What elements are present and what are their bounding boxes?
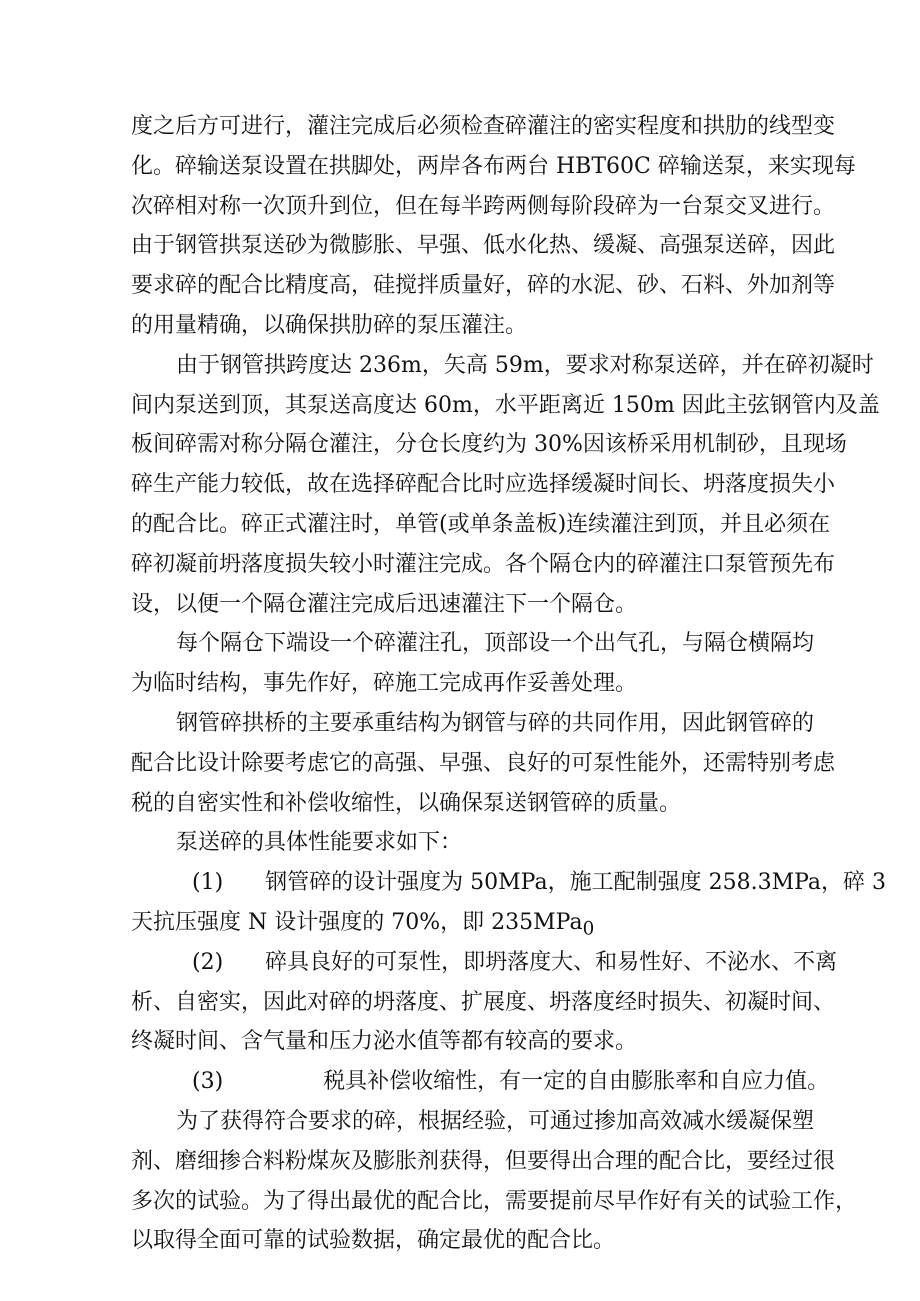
line-text: 多次的试验。为了得出最优的配合比，需要提前尽早作好有关的试验工作， — [131, 1188, 858, 1214]
text-line — [131, 269, 835, 303]
text-line — [131, 229, 835, 263]
line-text: 析、自密实，因此对碎的坍落度、扩展度、坍落度经时损失、初凝时间、 — [131, 989, 836, 1015]
line-text: 的用量精确，以确保拱肋碎的泵压灌注。 — [131, 313, 528, 338]
text-line — [131, 508, 830, 542]
line-text: 钢管碎的设计强度为 50MPa，施工配制强度 258.3MPa，碎 3 — [265, 870, 887, 896]
text-line — [131, 468, 835, 502]
text-line — [131, 428, 847, 462]
line-text: 为临时结构，事先作好，碎施工完成再作妥善处理。 — [131, 671, 638, 697]
text-line — [131, 389, 880, 423]
text-line — [176, 349, 874, 383]
list-marker: (3) — [192, 1069, 224, 1095]
line-text: 次碎相对称一次顶升到位，但在每半跨两侧每阶段碎为一台泵交叉进行。 — [131, 193, 836, 219]
text-line — [131, 986, 835, 1020]
text-line — [176, 826, 462, 860]
line-text: 泵送碎的具体性能要求如下： — [176, 830, 463, 856]
line-text: 板间碎需对称分隔仓灌注，分仓长度约为 30%因该桥采用机制砂，且现场 — [131, 432, 847, 458]
text-line — [131, 588, 637, 622]
text-line — [131, 110, 835, 144]
line-text: 税的自密实性和补偿收缩性，以确保泵送钢管碎的质量。 — [131, 790, 682, 816]
line-text: 税具补偿收缩性，有一定的自由膨胀率和自应力值。 — [323, 1069, 830, 1095]
line-text: 间内泵送到顶，其泵送高度达 60m，水平距离近 150m 因此主弦钢管内及盖 — [131, 392, 880, 418]
text-line — [131, 309, 527, 343]
line-text: 天抗压强度 N 设计强度的 70%，即 235MPa — [131, 910, 583, 935]
line-text: 度之后方可进行，灌注完成后必须检查碎灌注的密实程度和拱肋的线型变 — [131, 114, 836, 139]
line-text: 碎初凝前坍落度损失较小时灌注完成。各个隔仓内的碎灌注口泵管预先布 — [131, 551, 836, 577]
line-text: 碎具良好的可泵性，即坍落度大、和易性好、不泌水、不离 — [265, 949, 838, 975]
list-item-line — [192, 946, 837, 980]
line-text: 每个隔仓下端设一个碎灌注孔，顶部设一个出气孔，与隔仓横隔均 — [176, 631, 815, 657]
subscript-zero: 0 — [582, 918, 595, 940]
text-line — [176, 627, 814, 661]
line-text: 碎生产能力较低，故在选择碎配合比时应选择缓凝时间长、坍落度损失小 — [131, 472, 836, 498]
line-text: 由于钢管拱跨度达 236m，矢高 59m，要求对称泵送碎，并在碎初凝时 — [176, 352, 874, 378]
text-line — [131, 1185, 857, 1219]
line-text: 为了获得符合要求的碎，根据经验，可通过掺加高效减水缓凝保塑 — [176, 1109, 815, 1134]
text-line — [131, 150, 856, 184]
text-line — [131, 1224, 615, 1258]
text-line — [131, 747, 835, 781]
text-line — [131, 190, 835, 224]
line-text: 设，以便一个隔仓灌注完成后迅速灌注下一个隔仓。 — [131, 591, 638, 617]
text-line — [131, 1025, 637, 1059]
line-text: 要求碎的配合比精度高，硅搅拌质量好，碎的水泥、砂、石料、外加剂等 — [131, 273, 836, 299]
text-line — [176, 707, 814, 741]
text-line — [131, 548, 835, 582]
line-text: 配合比设计除要考虑它的高强、早强、良好的可泵性能外，还需特别考虑 — [131, 750, 836, 776]
line-text: 的配合比。碎正式灌注时，单管(或单条盖板)连续灌注到顶，并且必须在 — [131, 512, 831, 537]
text-line — [131, 667, 637, 701]
line-text: 终凝时间、含气量和压力泌水值等都有较高的要求。 — [131, 1029, 638, 1055]
list-item-line — [192, 1065, 829, 1099]
line-text: 以取得全面可靠的试验数据，确定最优的配合比。 — [131, 1228, 616, 1254]
line-text: 由于钢管拱泵送砂为微膨胀、早强、低水化热、缓凝、高强泵送碎，因此 — [131, 233, 836, 259]
list-item-line — [192, 866, 886, 900]
text-line — [176, 1105, 814, 1139]
line-text: 化。碎输送泵设置在拱脚处，两岸各布两台 HBT60C 碎输送泵，来实现每 — [131, 153, 856, 179]
text-line — [131, 787, 681, 821]
list-marker: (1) — [192, 870, 224, 896]
list-marker: (2) — [192, 949, 224, 975]
line-text: 钢管碎拱桥的主要承重结构为钢管与碎的共同作用，因此钢管碎的 — [176, 711, 815, 736]
line-text: 剂、磨细掺合料粉煤灰及膨胀剂获得，但要得出合理的配合比，要经过很 — [131, 1148, 836, 1174]
text-line — [131, 906, 594, 940]
text-line — [131, 1145, 835, 1179]
